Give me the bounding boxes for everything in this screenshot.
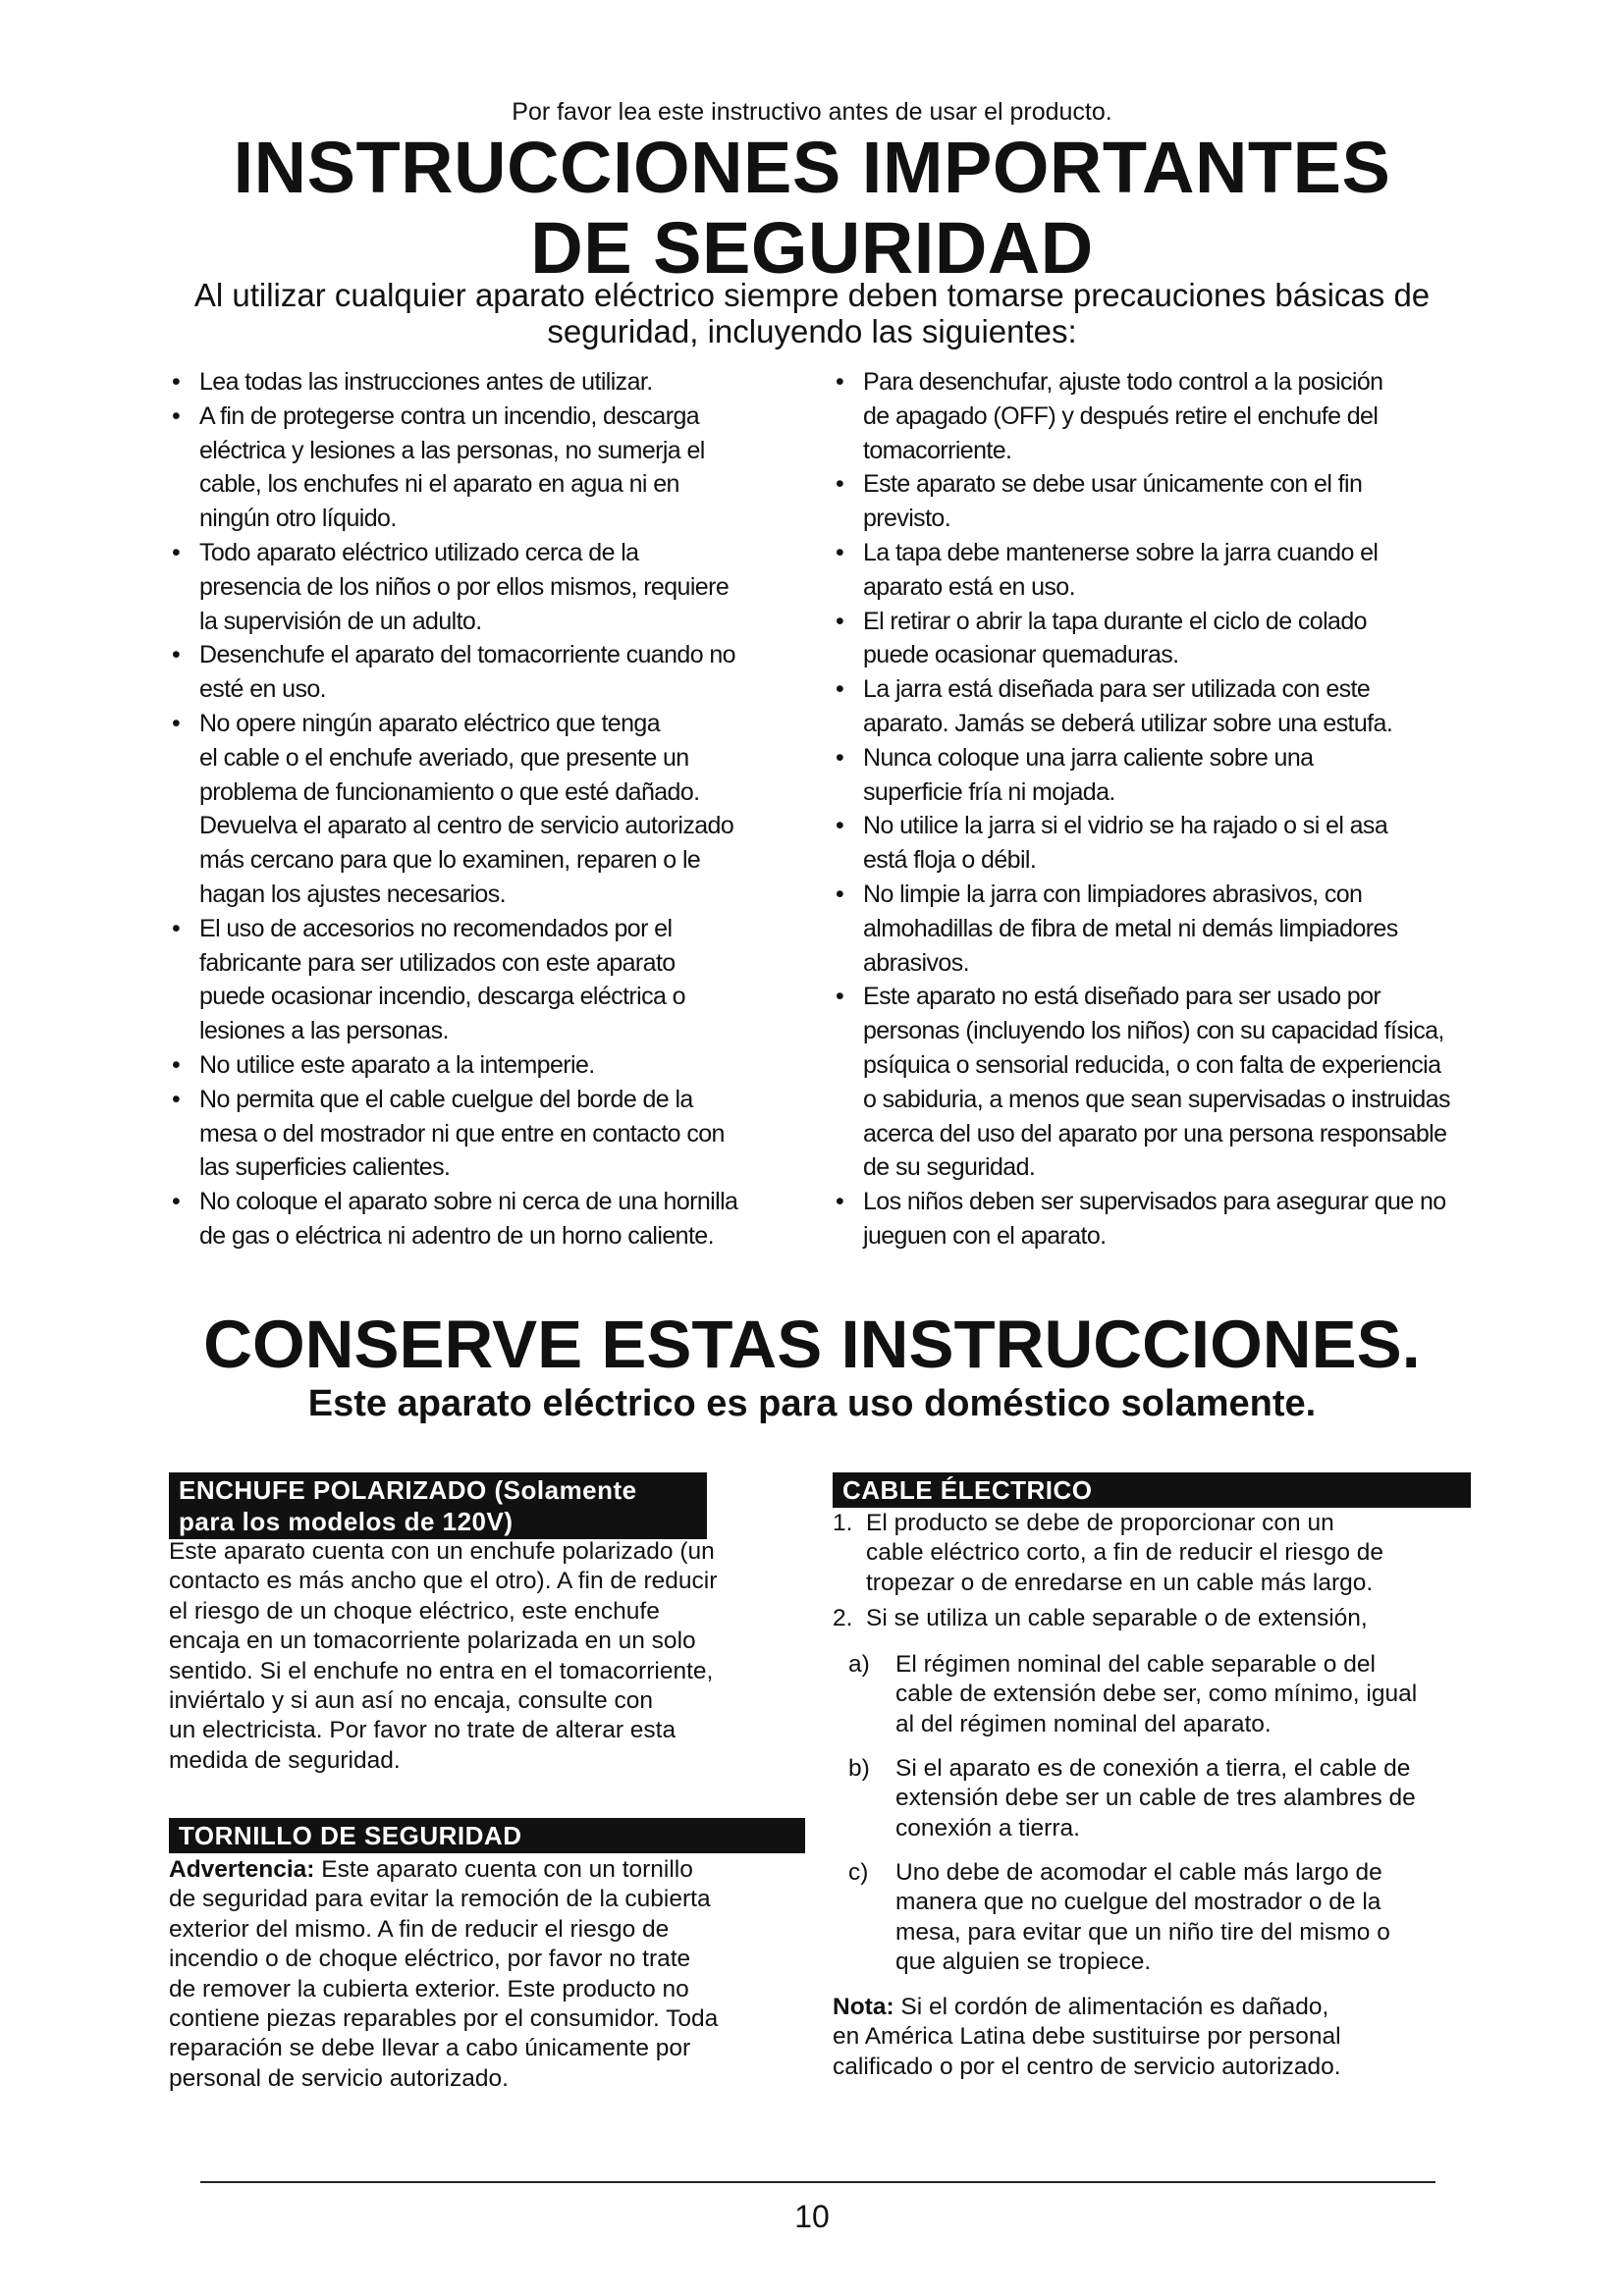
- right-bullet-item-line: • La tapa debe mantenerse sobre la jarra cuando el: [863, 538, 1379, 566]
- left-bullet-item-line: • A fin de protegerse contra un incendio, descarga: [199, 401, 700, 430]
- left-bullet-item-line: lesiones a las personas.: [199, 1017, 449, 1045]
- left-bullet-item-line: presencia de los niños o por ellos mismos, requiere: [199, 572, 730, 601]
- cable-item-1-line: El producto se debe de proporcionar con un: [866, 1510, 1334, 1536]
- right-bullet-item-line: aparato. Jamás se deberá utilizar sobre una estufa.: [863, 709, 1393, 737]
- left-bullet-item-line: puede ocasionar incendio, descarga eléctrica o: [199, 983, 685, 1011]
- cable-sub-c-line: mesa, para evitar que un niño tire del mismo o: [895, 1918, 1390, 1946]
- cable-sub-c-lines: [895, 1858, 1481, 1978]
- cable-sub-b: [833, 1754, 1481, 1843]
- right-bullet-item: [833, 672, 1475, 741]
- left-safety-list: [169, 365, 812, 1254]
- left-bullet-item-line: • No coloque el aparato sobre ni cerca de una hornilla: [199, 1188, 738, 1216]
- screw-text-line: exterior del mismo. A fin de reducir el riesgo de: [169, 1915, 670, 1943]
- cable-sub-b-label: b): [848, 1755, 870, 1782]
- right-safety-list: [833, 365, 1475, 1254]
- right-bullet-item: [833, 980, 1475, 1185]
- polarized-text-line: encaja en un tomacorriente polarizada en un solo: [169, 1628, 696, 1655]
- polarized-plug-text: [169, 1537, 807, 1776]
- safety-screw-heading: TORNILLO DE SEGURIDAD: [169, 1818, 805, 1853]
- polarized-heading-line-1: ENCHUFE POLARIZADO (Solamente: [179, 1475, 637, 1505]
- cable-sub-c: [833, 1858, 1481, 1978]
- left-bullet-item-line: esté en uso.: [199, 675, 327, 704]
- left-bullet-item-line: ningún otro líquido.: [199, 505, 397, 533]
- screw-text-line: de seguridad para evitar la remoción de la cubierta: [169, 1886, 711, 1913]
- polarized-text-line: medida de seguridad.: [169, 1746, 401, 1774]
- cable-item-1-number: 1.: [833, 1510, 853, 1536]
- right-bullet-item: [833, 365, 1475, 467]
- screw-text-line: incendio o de choque eléctrico, por favor no trate: [169, 1946, 691, 1973]
- cable-item-2-lines: [866, 1604, 1481, 1633]
- right-bullet-item: [833, 809, 1475, 878]
- polarized-plug-heading: [169, 1472, 707, 1539]
- note-lines: [833, 2022, 1471, 2082]
- cable-item-1-line: cable eléctrico corto, a fin de reducir el riesgo de: [866, 1539, 1384, 1567]
- screw-text-line: de remover la cubierta exterior. Este producto no: [169, 1975, 689, 2002]
- right-bullet-item-line: • Este aparato se debe usar únicamente con el fin: [863, 470, 1363, 499]
- left-bullet-item-line: más cercano para que lo examinen, reparen o le: [199, 846, 701, 875]
- safety-screw-text: [169, 1855, 778, 2094]
- intro-text: [157, 277, 1467, 349]
- left-bullet-item-line: eléctrica y lesiones a las personas, no sumerja el: [199, 436, 705, 464]
- footer-divider: [200, 2181, 1435, 2183]
- right-bullet-item-line: • El retirar o abrir la tapa durante el ciclo de colado: [863, 607, 1367, 635]
- right-bullet-item-line: tomacorriente.: [863, 436, 1012, 464]
- cable-item-1-line: tropezar o de enredarse en un cable más largo.: [866, 1569, 1374, 1596]
- left-bullet-item-line: • No permita que el cable cuelgue del borde de la: [199, 1085, 693, 1113]
- right-bullet-item-line: puede ocasionar quemaduras.: [863, 641, 1179, 669]
- right-bullet-item: [833, 605, 1475, 673]
- polarized-heading-line-2: para los modelos de 120V): [179, 1507, 514, 1536]
- left-bullet-item-line: • No opere ningún aparato eléctrico que tenga: [199, 709, 661, 737]
- right-bullet-item-line: superficie fría ni mojada.: [863, 777, 1115, 806]
- right-bullet-item-line: jueguen con el aparato.: [863, 1221, 1107, 1250]
- left-bullet-item-line: el cable o el enchufe averiado, que presente un: [199, 743, 689, 772]
- right-bullet-item-line: • Nunca coloque una jarra caliente sobre una: [863, 743, 1314, 772]
- right-bullet-item-line: acerca del uso del aparato por una persona responsable: [863, 1119, 1447, 1148]
- right-bullet-item-line: personas (incluyendo los niños) con su capacidad física,: [863, 1017, 1444, 1045]
- right-bullet-item-line: aparato está en uso.: [863, 572, 1075, 601]
- cable-sub-a-line: cable de extensión debe ser, como mínimo, igual: [895, 1681, 1418, 1708]
- right-bullet-item-line: • Para desenchufar, ajuste todo control a la posición: [863, 368, 1383, 396]
- left-bullet-item-line: • El uso de accesorios no recomendados por el: [199, 914, 673, 942]
- left-bullet-item: [169, 638, 812, 707]
- right-bullet-item: [833, 741, 1475, 810]
- left-bullet-item: [169, 707, 812, 912]
- polarized-text-line: un electricista. Por favor no trate de alterar esta: [169, 1717, 677, 1744]
- cable-sub-b-line: extensión debe ser un cable de tres alambres de: [895, 1785, 1416, 1812]
- left-bullet-item-line: • Todo aparato eléctrico utilizado cerca de la: [199, 538, 639, 566]
- left-bullet-item-line: hagan los ajustes necesarios.: [199, 880, 506, 908]
- right-bullet-item: [833, 1185, 1475, 1254]
- screw-lines: [169, 1885, 778, 2094]
- right-bullet-item-line: de apagado (OFF) y después retire el enchufe del: [863, 401, 1379, 430]
- cable-item-2-line: Si se utiliza un cable separable o de extensión,: [866, 1605, 1368, 1631]
- left-bullet-item-line: la supervisión de un adulto.: [199, 607, 482, 635]
- left-bullet-item: [169, 400, 812, 536]
- left-bullet-item-line: • Desenchufe el aparato del tomacorriente cuando no: [199, 641, 735, 669]
- cable-sub-c-line: Uno debe de acomodar el cable más largo de: [895, 1859, 1382, 1886]
- left-bullet-item-line: mesa o del mostrador ni que entre en contacto con: [199, 1119, 725, 1148]
- cable-item-1-lines: [866, 1509, 1481, 1598]
- cable-item-2: [833, 1604, 1481, 1633]
- right-bullet-item-line: previsto.: [863, 505, 951, 533]
- main-title: [0, 128, 1624, 289]
- main-title-line-1: INSTRUCCIONES IMPORTANTES: [233, 127, 1391, 208]
- left-bullet-item-line: cable, los enchufes ni el aparato en agua ni en: [199, 470, 679, 499]
- left-bullet-item-line: de gas o eléctrica ni adentro de un horno caliente.: [199, 1221, 714, 1250]
- left-bullet-list: [169, 365, 812, 1254]
- cable-sub-b-line: conexión a tierra.: [895, 1814, 1080, 1842]
- left-bullet-item-line: problema de funcionamiento o que esté dañado.: [199, 777, 700, 806]
- left-bullet-item: [169, 912, 812, 1048]
- cable-sub-c-label: c): [848, 1859, 869, 1886]
- intro-line-1: Al utilizar cualquier aparato eléctrico siempre deben tomarse precauciones básicas de: [193, 277, 1431, 313]
- cable-sub-c-line: manera que no cuelgue del mostrador o de la: [895, 1889, 1381, 1916]
- cable-sub-b-line: Si el aparato es de conexión a tierra, el cable de: [895, 1755, 1411, 1782]
- right-bullet-list: [833, 365, 1475, 1254]
- cable-sub-b-lines: [895, 1754, 1481, 1843]
- right-bullet-item: [833, 467, 1475, 536]
- left-bullet-item-line: fabricante para ser utilizados con este aparato: [199, 948, 676, 977]
- left-bullet-item: [169, 1185, 812, 1254]
- right-bullet-item-line: • No limpie la jarra con limpiadores abrasivos, con: [863, 880, 1363, 908]
- cable-item-1: [833, 1509, 1481, 1598]
- electric-cable-heading: CABLE ÉLECTRICO: [833, 1472, 1471, 1508]
- right-bullet-item-line: abrasivos.: [863, 948, 969, 977]
- note-first-line: [833, 1993, 1471, 2022]
- cable-sub-a-label: a): [848, 1651, 870, 1678]
- right-bullet-item: [833, 536, 1475, 605]
- cable-note-line: en América Latina debe sustituirse por personal: [833, 2023, 1341, 2051]
- cable-sub-a-line: al del régimen nominal del aparato.: [895, 1710, 1272, 1737]
- polarized-text-line: contacto es más ancho que el otro). A fin de reducir: [169, 1568, 718, 1595]
- note-label: Nota:: [833, 1994, 894, 2020]
- screw-text-line: personal de servicio autorizado.: [169, 2064, 509, 2092]
- note-first-line-text: Si el cordón de alimentación es dañado,: [893, 1994, 1329, 2020]
- screw-first-line: [169, 1855, 778, 1885]
- left-bullet-item: [169, 536, 812, 638]
- polarized-text-line: el riesgo de un choque eléctrico, este enchufe: [169, 1597, 660, 1625]
- cable-sub-a: [833, 1650, 1481, 1739]
- page-number: 10: [794, 2199, 830, 2234]
- cable-sub-a-line: El régimen nominal del cable separable o del: [895, 1651, 1376, 1678]
- cable-note: [833, 1993, 1471, 2082]
- screw-text-line: reparación se debe llevar a cabo únicamente por: [169, 2035, 691, 2062]
- main-title-line-2: DE SEGURIDAD: [530, 207, 1094, 289]
- polarized-text-line: sentido. Si el enchufe no entra en el tomacorriente,: [169, 1657, 714, 1684]
- pre-title: Por favor lea este instructivo antes de usar el producto.: [512, 98, 1112, 126]
- right-bullet-item-line: • Los niños deben ser supervisados para asegurar que no: [863, 1188, 1446, 1216]
- domestic-use-subtitle: Este aparato eléctrico es para uso doméstico solamente.: [307, 1383, 1317, 1424]
- cable-item-2-number: 2.: [833, 1605, 853, 1631]
- right-bullet-item-line: • La jarra está diseñada para ser utilizada con este: [863, 675, 1371, 704]
- right-bullet-item-line: almohadillas de fibra de metal ni demás limpiadores: [863, 914, 1398, 942]
- right-bullet-item-line: o sabiduria, a menos que sean supervisadas o instruidas: [863, 1085, 1450, 1113]
- left-bullet-item: [169, 1048, 812, 1083]
- left-bullet-item-line: las superficies calientes.: [199, 1153, 451, 1182]
- right-bullet-item-line: está floja o débil.: [863, 846, 1037, 875]
- cable-sub-a-lines: [895, 1650, 1481, 1739]
- right-bullet-item-line: de su seguridad.: [863, 1153, 1036, 1182]
- right-bullet-item-line: • No utilice la jarra si el vidrio se ha rajado o si el asa: [863, 812, 1388, 840]
- right-bullet-item-line: • Este aparato no está diseñado para ser usado por: [863, 983, 1381, 1011]
- cable-sub-c-line: que alguien se tropiece.: [895, 1949, 1152, 1976]
- left-bullet-item-line: • No utilice este aparato a la intemperie.: [199, 1050, 595, 1079]
- right-bullet-item: [833, 878, 1475, 980]
- cable-note-line: calificado o por el centro de servicio autorizado.: [833, 2053, 1341, 2080]
- intro-line-2: seguridad, incluyendo las siguientes:: [547, 313, 1077, 349]
- screw-text-line: contiene piezas reparables por el consumidor. Toda: [169, 2005, 719, 2033]
- left-bullet-item: [169, 1083, 812, 1185]
- left-bullet-item-line: Devuelva el aparato al centro de servicio autorizado: [199, 812, 734, 840]
- polarized-text-line: Este aparato cuenta con un enchufe polarizado (un: [169, 1538, 715, 1565]
- right-bullet-item-line: psíquica o sensorial reducida, o con falta de experiencia: [863, 1050, 1441, 1079]
- warning-label: Advertencia:: [169, 1856, 315, 1883]
- left-bullet-item: [169, 365, 812, 400]
- screw-first-line-text: Este aparato cuenta con un tornillo: [314, 1856, 693, 1883]
- polarized-text-line: inviértalo y si aun así no encaja, consulte con: [169, 1687, 654, 1715]
- left-bullet-item-line: • Lea todas las instrucciones antes de utilizar.: [199, 368, 653, 396]
- conserve-title: CONSERVE ESTAS INSTRUCCIONES.: [203, 1307, 1421, 1382]
